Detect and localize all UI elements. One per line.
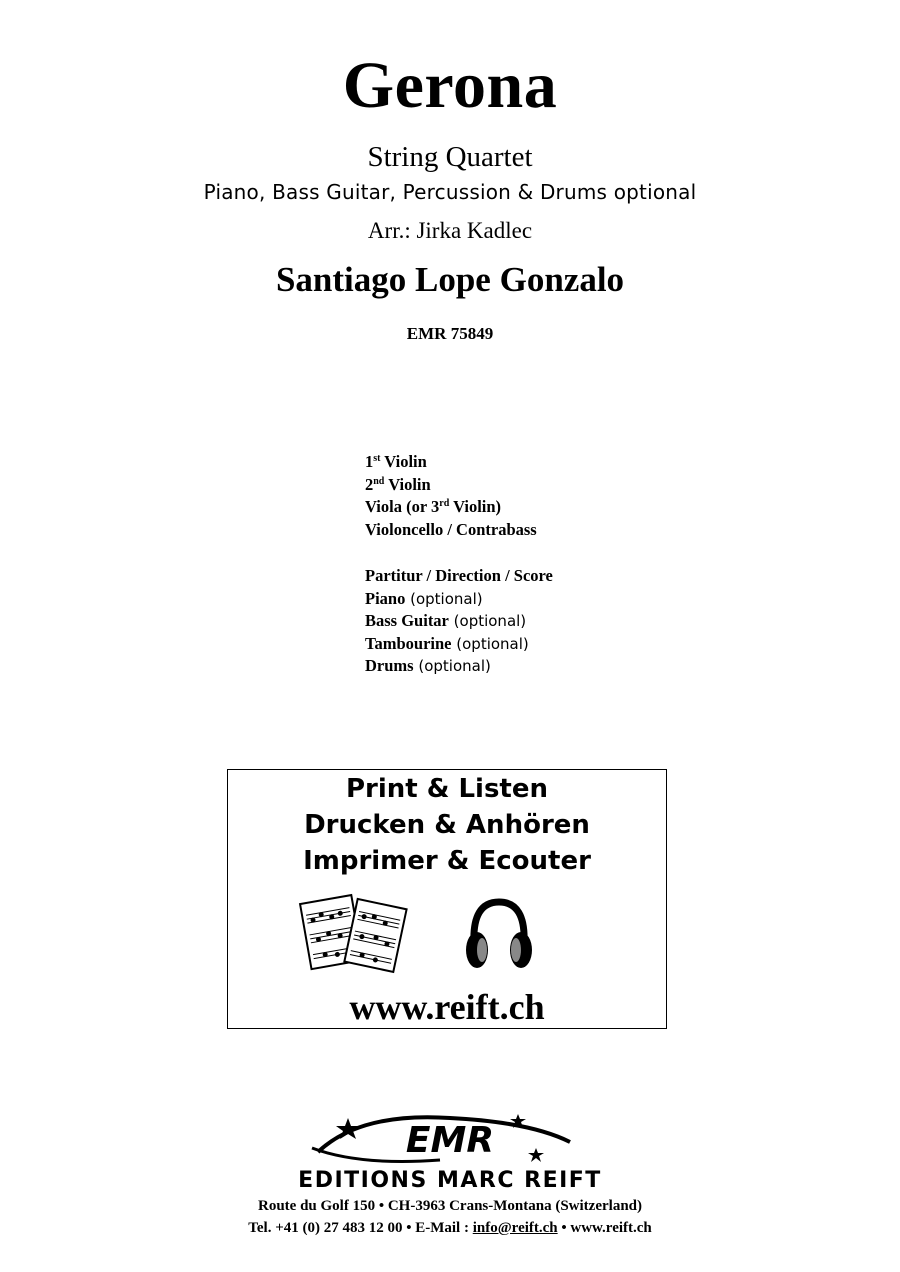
composer-name: Santiago Lope Gonzalo bbox=[275, 260, 625, 299]
sheet-music-icon bbox=[298, 890, 413, 976]
score-and-optional-parts-list bbox=[365, 565, 553, 678]
part-cello: Violoncello / Contrabass bbox=[365, 519, 537, 539]
website-url[interactable]: www.reift.ch bbox=[349, 987, 545, 1027]
print-listen-heading-de: Drucken & Anhören bbox=[304, 810, 590, 840]
contact-phone: Tel. +41 (0) 27 483 12 00 • E-Mail : bbox=[248, 1220, 473, 1236]
contact-website: • www.reift.ch bbox=[557, 1220, 652, 1236]
svg-text:EMR: EMR bbox=[405, 1120, 495, 1161]
emr-logo bbox=[300, 1108, 600, 1168]
page-title: Gerona bbox=[342, 49, 558, 122]
publisher-name: EDITIONS MARC REIFT bbox=[298, 1168, 602, 1193]
arranger-credit: Arr.: Jirka Kadlec bbox=[367, 218, 533, 243]
publisher-contact bbox=[0, 1220, 900, 1237]
part-score: Partitur / Direction / Score bbox=[365, 566, 553, 585]
print-and-listen-box bbox=[227, 769, 667, 1029]
catalog-number: EMR 75849 bbox=[406, 324, 494, 343]
part-viola: Viola (or 3rd Violin) bbox=[365, 497, 502, 516]
part-violin-2: 2nd Violin bbox=[365, 474, 431, 494]
publisher-address: Route du Golf 150 • CH-3963 Crans-Montana (Switzerland) bbox=[258, 1198, 642, 1214]
optional-instruments-line: Piano, Bass Guitar, Percussion & Drums optional bbox=[203, 180, 697, 204]
part-drums: Drums (optional) bbox=[365, 656, 491, 675]
headphones-icon bbox=[464, 894, 534, 974]
part-tambourine: Tambourine (optional) bbox=[365, 633, 529, 653]
print-listen-heading-en: Print & Listen bbox=[345, 774, 549, 804]
email-link[interactable]: info@reift.ch bbox=[472, 1220, 558, 1236]
part-bass-guitar: Bass Guitar (optional) bbox=[365, 611, 527, 630]
subtitle: String Quartet bbox=[367, 141, 533, 173]
part-violin-1: 1st Violin bbox=[365, 452, 427, 471]
part-piano: Piano (optional) bbox=[365, 588, 483, 608]
instrument-parts-list bbox=[365, 451, 537, 541]
print-listen-heading-fr: Imprimer & Ecouter bbox=[303, 846, 591, 876]
